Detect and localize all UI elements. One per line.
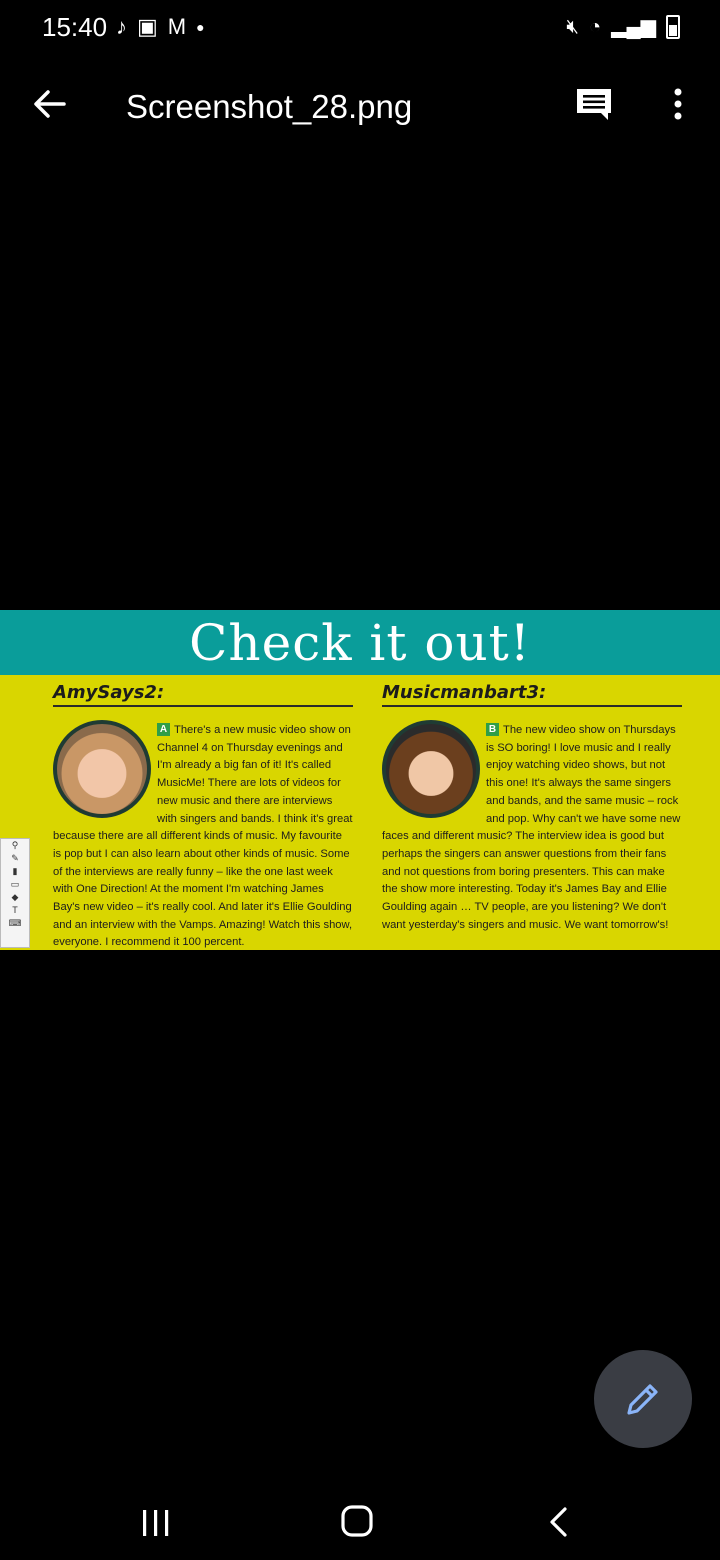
wifi-icon: ◔ (588, 16, 602, 38)
battery-icon (666, 15, 680, 39)
notification-icons (116, 14, 205, 40)
magnifier-icon[interactable]: ⚲ (11, 840, 19, 850)
post-badge: A (157, 723, 170, 736)
post-body (53, 722, 353, 950)
document-header-band (0, 610, 720, 675)
home-icon[interactable] (340, 1504, 374, 1538)
mute-icon: 🔇︎ (566, 16, 579, 38)
gmail-icon: M (167, 14, 187, 39)
edit-pencil-icon (623, 1379, 663, 1419)
back-nav-icon[interactable] (546, 1506, 572, 1538)
eraser-icon[interactable]: ▭ (10, 879, 20, 889)
keyboard-icon[interactable]: ⌨ (8, 918, 22, 928)
system-icons (566, 14, 680, 40)
status-bar (0, 0, 720, 56)
document-image[interactable] (0, 610, 720, 950)
back-arrow-icon[interactable] (30, 84, 70, 124)
post-body (382, 722, 682, 934)
dot-icon: ● (196, 19, 205, 35)
more-options-icon[interactable] (664, 86, 692, 122)
app-bar (0, 70, 720, 144)
file-title: Screenshot_28.png (126, 88, 413, 125)
post-text: The new video show on Thursdays is SO boring! I love music and I really enjoy watching video shows, but not this one! It's always the same singers and bands, and the same music – rock and pop. Why can't we have some new faces and different music? The interview idea is good but perhaps the singers can answer questions from their fans and not questions from boring presenters. This can make the show more interesting. Today it's James Bay and Ellie Goulding again … TV people, are you listening? We don't want yesterday's singers and music. We want tomorrow's! (382, 724, 681, 931)
pen-icon[interactable]: ✎ (11, 853, 19, 863)
annotation-toolbox[interactable] (0, 838, 30, 948)
document-heading: Check it out! (189, 614, 531, 672)
post-badge: B (486, 723, 499, 736)
edit-button[interactable] (594, 1350, 692, 1448)
gallery-icon: ▣ (137, 14, 158, 39)
tiktok-icon: ♪ (116, 14, 127, 39)
post-handle: AmySays2: (53, 682, 353, 707)
post-text: There's a new music video show on Channel 4 on Thursday evenings and I'm already a big fan of it! It's called MusicMe! There are lots of videos for new music and there are interviews with singers and bands. I think it's great because there are all different kinds of music. My favourite is pop but I can also learn about other kinds of music. Some of the interviews are really funny – like the one last week with One Direction! At the moment I'm watching James Bay's new video – it's really cool. And later it's Ellie Goulding and an interview with the Vamps. Amazing! Watch this show, everyone. I recommend it 100 percent. (53, 724, 353, 949)
post-musicmanbart3 (382, 682, 682, 931)
recent-apps-icon[interactable] (140, 1508, 172, 1538)
post-handle: Musicmanbart3: (382, 682, 682, 707)
marker-icon[interactable]: ▮ (12, 866, 18, 876)
status-time: 15:40 (42, 12, 108, 42)
comment-icon[interactable] (574, 86, 614, 122)
text-tool-icon[interactable]: T (12, 905, 18, 915)
system-nav-bar (0, 1480, 720, 1560)
signal-icon: ▂▄▆ (611, 16, 656, 38)
shapes-icon[interactable]: ◆ (11, 892, 19, 902)
post-amysays2 (53, 682, 353, 949)
